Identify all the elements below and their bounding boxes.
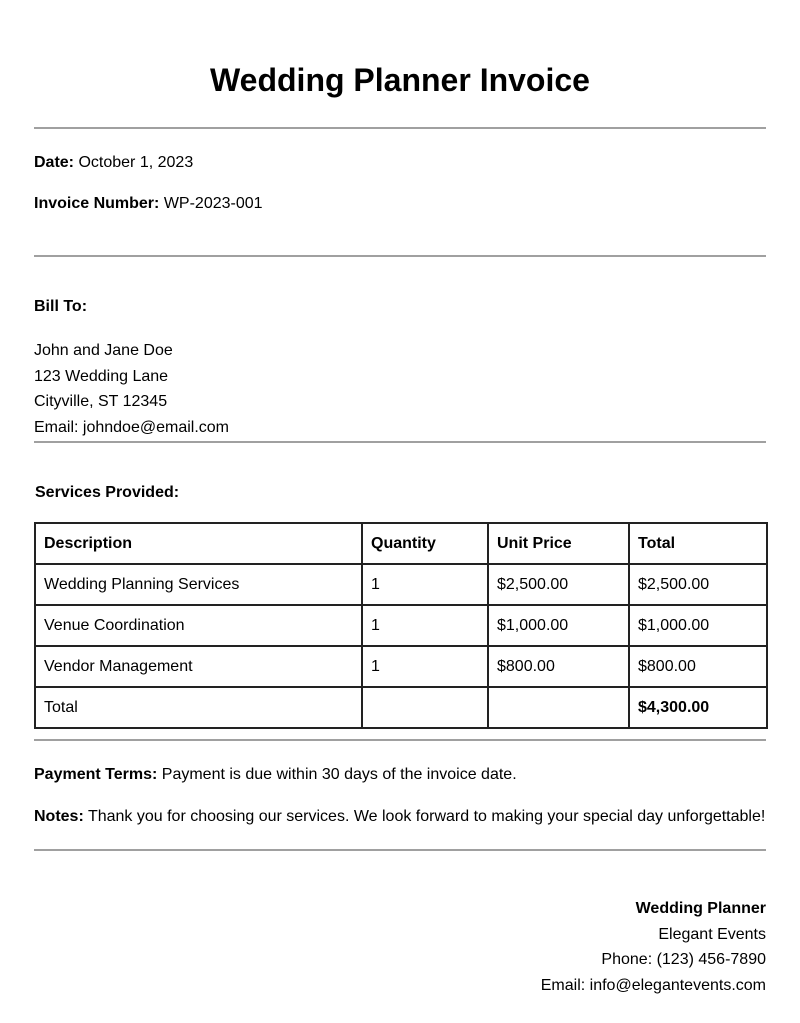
- cell-total: $800.00: [629, 646, 767, 687]
- cell-total: $1,000.00: [629, 605, 767, 646]
- bill-to-address: [34, 338, 766, 441]
- table-row: [35, 646, 767, 687]
- cell-description: Wedding Planning Services: [35, 564, 362, 605]
- planner-phone: Phone: (123) 456-7890: [601, 951, 766, 968]
- cell-total: $2,500.00: [629, 564, 767, 605]
- planner-contact: [34, 851, 766, 998]
- planner-email: Email: info@elegantevents.com: [540, 976, 766, 994]
- invoice-number-line: [34, 194, 766, 214]
- services-table: [34, 522, 768, 729]
- cell-unit-price: $1,000.00: [488, 605, 629, 646]
- date-label: Date:: [34, 154, 75, 171]
- cell-quantity: 1: [362, 605, 488, 646]
- cell-quantity: 1: [362, 564, 488, 605]
- invoice-meta: [34, 129, 766, 255]
- cell-unit-price: $800.00: [488, 646, 629, 687]
- column-header-quantity: Quantity: [362, 523, 488, 564]
- client-street: 123 Wedding Lane: [34, 367, 169, 385]
- column-header-total: Total: [629, 523, 767, 564]
- payment-terms-label: Payment Terms:: [34, 766, 158, 783]
- table-row: [35, 564, 767, 605]
- bill-to-section: [34, 257, 766, 441]
- page-title: Wedding Planner Invoice: [210, 62, 590, 98]
- notes-line: [34, 807, 766, 827]
- planner-title: Wedding Planner: [635, 900, 766, 917]
- bill-to-heading: Bill To:: [34, 298, 88, 315]
- table-row: [35, 605, 767, 646]
- table-header-row: [35, 523, 767, 564]
- services-section: [34, 443, 766, 739]
- client-city: Cityville, ST 12345: [34, 393, 168, 411]
- invoice-number-value: WP-2023-001: [163, 195, 263, 212]
- cell-unit-price: $2,500.00: [488, 564, 629, 605]
- invoice-page: [34, 0, 766, 998]
- payment-terms-line: [34, 765, 766, 785]
- grand-total: $4,300.00: [629, 687, 767, 728]
- cell-description: Venue Coordination: [35, 605, 362, 646]
- payment-terms-text: Payment is due within 30 days of the invoice date.: [161, 766, 517, 783]
- notes-label: Notes:: [34, 808, 84, 825]
- date-line: [34, 153, 766, 173]
- total-empty-quantity: [362, 687, 488, 728]
- client-email: Email: johndoe@email.com: [34, 419, 229, 437]
- cell-description: Vendor Management: [35, 646, 362, 687]
- total-empty-unit-price: [488, 687, 629, 728]
- total-label: Total: [35, 687, 362, 728]
- services-heading: Services Provided:: [35, 484, 180, 501]
- column-header-description: Description: [35, 523, 362, 564]
- client-name: John and Jane Doe: [34, 342, 173, 359]
- notes-text: Thank you for choosing our services. We look forward to making your special day unforgettable!: [87, 808, 766, 825]
- column-header-unit-price: Unit Price: [488, 523, 629, 564]
- terms-section: [34, 741, 766, 849]
- planner-company: Elegant Events: [658, 925, 766, 943]
- invoice-number-label: Invoice Number:: [34, 195, 160, 212]
- date-value: October 1, 2023: [78, 154, 194, 171]
- table-total-row: [35, 687, 767, 728]
- cell-quantity: 1: [362, 646, 488, 687]
